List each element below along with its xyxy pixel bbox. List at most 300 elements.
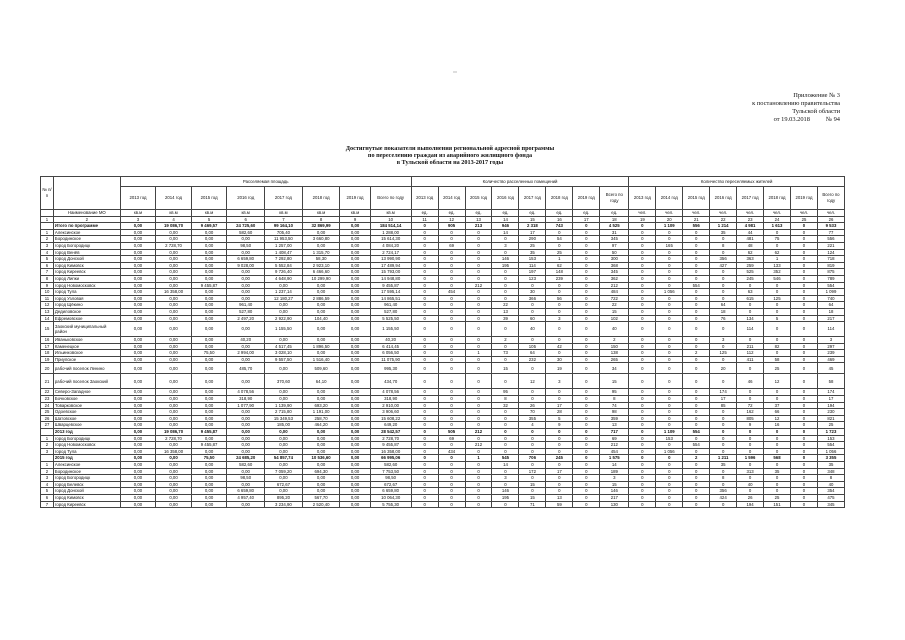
value-cell: 0 (710, 409, 737, 416)
unit-label: чел. (656, 210, 683, 217)
value-cell: 0,00 (191, 494, 227, 501)
value-cell: 0 (683, 363, 710, 374)
value-cell: 1 723 (817, 429, 844, 436)
value-cell: 0 (656, 442, 683, 449)
value-cell: 0 (737, 442, 764, 449)
value-cell: 0 (737, 488, 764, 495)
value-cell: 0 (438, 229, 465, 236)
value-cell: 114 (519, 262, 546, 269)
table-row (41, 337, 845, 344)
value-cell: 0 (683, 389, 710, 396)
value-cell: 0 (411, 282, 438, 289)
value-cell: 582,60 (370, 462, 411, 469)
table-row (41, 481, 845, 488)
value-cell: 69 (438, 242, 465, 249)
value-cell: 13 (600, 422, 629, 429)
indicators-table (40, 176, 845, 508)
value-cell: 318,90 (227, 396, 265, 403)
value-cell: 0,00 (191, 435, 227, 442)
value-cell: 58,30 (302, 256, 340, 263)
value-cell: 0,00 (191, 256, 227, 263)
value-cell: 112 (737, 350, 764, 357)
value-cell: 0,00 (156, 481, 192, 488)
value-cell: 366 (519, 295, 546, 302)
value-cell: 0 (764, 242, 791, 249)
value-cell: 0 (790, 409, 817, 416)
value-cell: 0 (629, 468, 656, 475)
value-cell: 0 (737, 363, 764, 374)
value-cell: 0 (790, 356, 817, 363)
value-cell: 1 613 (764, 223, 791, 230)
value-cell: 0,00 (156, 442, 192, 449)
value-cell: 0,00 (191, 409, 227, 416)
value-cell: 481 (737, 236, 764, 243)
value-cell: 0 (492, 282, 519, 289)
value-cell: 0,00 (120, 363, 156, 374)
row-number: 1 (41, 435, 54, 442)
value-cell: 0,00 (340, 481, 370, 488)
value-cell: 0 (492, 295, 519, 302)
value-cell: 0,00 (302, 448, 340, 455)
value-cell: 0 (573, 282, 600, 289)
value-cell: 0 (546, 308, 573, 315)
row-number: 8 (41, 275, 54, 282)
value-cell: 0,00 (156, 374, 192, 389)
value-cell: 2 497,20 (227, 315, 265, 322)
row-number: 11 (41, 295, 54, 302)
value-cell: 0 (710, 415, 737, 422)
municipality-name: 2013 год (53, 429, 120, 436)
value-cell: 672,67 (265, 481, 303, 488)
value-cell: 25 (764, 494, 791, 501)
value-cell: 32 (492, 402, 519, 409)
value-cell: 0 (465, 363, 492, 374)
value-cell: 0 (737, 302, 764, 309)
value-cell: 0,00 (120, 402, 156, 409)
value-cell: 427 (710, 262, 737, 269)
value-cell: 0 (411, 363, 438, 374)
value-cell: 0 (465, 236, 492, 243)
table-body (41, 223, 845, 508)
value-cell: 0,00 (156, 475, 192, 482)
value-cell: 0 (656, 350, 683, 357)
appendix-line1: Приложение № 3 (793, 92, 840, 99)
value-cell: 64 (817, 302, 844, 309)
row-number: 17 (41, 343, 54, 350)
value-cell: 4 517,45 (265, 343, 303, 350)
municipality-name: город Богородицк (53, 242, 120, 249)
value-cell: 0,00 (120, 315, 156, 322)
value-cell: 2 923,10 (302, 262, 340, 269)
value-cell: 0 (438, 295, 465, 302)
value-cell: 0 (438, 422, 465, 429)
column-number: 10 (370, 216, 411, 223)
value-cell: 0,00 (191, 389, 227, 396)
value-cell: 0 (411, 448, 438, 455)
value-cell: 0 (438, 468, 465, 475)
table-row (41, 409, 845, 416)
value-cell: 0 (411, 229, 438, 236)
value-cell: 0 (573, 415, 600, 422)
table-row (41, 295, 845, 302)
value-cell: 0,00 (227, 322, 265, 337)
value-cell: 58 (764, 356, 791, 363)
value-cell: 0 (411, 481, 438, 488)
value-cell: 15 (492, 363, 519, 374)
top-mark: "" (453, 72, 458, 77)
value-cell: 8 (710, 475, 737, 482)
value-cell: 2 (683, 350, 710, 357)
unit-label: кв.м (227, 210, 265, 217)
value-cell: 0 (465, 289, 492, 296)
row-number: 3 (41, 475, 54, 482)
value-cell: 37 (764, 402, 791, 409)
value-cell: 9 455,87 (191, 282, 227, 289)
value-cell: 582,60 (227, 229, 265, 236)
value-cell: 0,00 (156, 468, 192, 475)
value-cell: 16 358,00 (370, 448, 411, 455)
value-cell: 527,80 (370, 308, 411, 315)
value-cell: 0 (465, 256, 492, 263)
value-cell: 1 (465, 350, 492, 357)
value-cell: 0 (438, 481, 465, 488)
value-cell: 370,60 (265, 374, 303, 389)
value-cell: 0 (546, 322, 573, 337)
value-cell: 4 078,56 (370, 389, 411, 396)
value-cell: 1 408,47 (265, 249, 303, 256)
value-cell: 0,00 (191, 374, 227, 389)
value-cell: 230 (817, 409, 844, 416)
value-cell: 0 (438, 415, 465, 422)
value-cell: 19 (546, 363, 573, 374)
value-cell: 2 318 (519, 223, 546, 230)
value-cell: 0 (519, 442, 546, 449)
value-cell: 22 (492, 302, 519, 309)
value-cell: 0 (546, 429, 573, 436)
value-cell: 58 (817, 374, 844, 389)
value-cell: 184 514,14 (370, 223, 411, 230)
value-cell: 0 (465, 322, 492, 337)
value-cell: 0 (710, 275, 737, 282)
value-cell: 0 (683, 488, 710, 495)
value-cell: 0,00 (302, 475, 340, 482)
row-number: 16 (41, 337, 54, 344)
value-cell: 694,30 (302, 468, 340, 475)
value-cell: 72 (737, 402, 764, 409)
value-cell: 123 (519, 275, 546, 282)
value-cell: 0,00 (120, 356, 156, 363)
value-cell: 345 (600, 269, 629, 276)
value-cell: 0 (683, 396, 710, 403)
value-cell: 40 (817, 481, 844, 488)
table-row (41, 494, 845, 501)
value-cell: 24 725,60 (227, 223, 265, 230)
value-cell: 0 (546, 337, 573, 344)
value-cell: 0 (573, 488, 600, 495)
value-cell: 15 (600, 374, 629, 389)
header-year: Всего по году (600, 187, 629, 210)
value-cell: 0 (683, 415, 710, 422)
value-cell: 0,00 (120, 488, 156, 495)
value-cell: 0,00 (120, 262, 156, 269)
value-cell: 0 (519, 337, 546, 344)
value-cell: 0 (629, 337, 656, 344)
value-cell: 1 211 (710, 455, 737, 462)
value-cell: 0 (737, 462, 764, 469)
value-cell: 0 (465, 409, 492, 416)
value-cell: 0,00 (191, 363, 227, 374)
row-number: 14 (41, 315, 54, 322)
value-cell: 0 (683, 422, 710, 429)
value-cell: 0 (492, 442, 519, 449)
value-cell: 14 (492, 229, 519, 236)
value-cell: 30 (546, 356, 573, 363)
value-cell: 0,00 (156, 389, 192, 396)
value-cell: 0,00 (302, 229, 340, 236)
value-cell: 16 358,00 (156, 448, 192, 455)
value-cell: 0,00 (227, 295, 265, 302)
value-cell: 0,00 (120, 322, 156, 337)
value-cell: 2 (600, 337, 629, 344)
column-number: 18 (600, 216, 629, 223)
municipality-name: город Венёв (53, 249, 120, 256)
value-cell: 0 (656, 389, 683, 396)
value-cell: 0 (683, 308, 710, 315)
value-cell: 300 (600, 256, 629, 263)
value-cell: 0 (790, 315, 817, 322)
value-cell: 0,00 (340, 455, 370, 462)
row-number: 6 (41, 262, 54, 269)
unit-label: ед. (573, 210, 600, 217)
table-row (41, 488, 845, 495)
value-cell: 0,00 (302, 429, 340, 436)
column-number: 15 (519, 216, 546, 223)
value-cell: 0,00 (120, 409, 156, 416)
value-cell: 0 (629, 308, 656, 315)
value-cell: 0 (764, 337, 791, 344)
table-row (41, 322, 845, 337)
table-row (41, 275, 845, 282)
value-cell: 0 (411, 455, 438, 462)
value-cell: 0 (411, 275, 438, 282)
value-cell: 0 (492, 289, 519, 296)
value-cell: 15 (519, 481, 546, 488)
value-cell: 0 (790, 282, 817, 289)
value-cell: 0 (438, 337, 465, 344)
value-cell: 0,00 (191, 343, 227, 350)
value-cell: 0,00 (340, 462, 370, 469)
value-cell: 0 (656, 275, 683, 282)
value-cell: 0,00 (340, 389, 370, 396)
header-year: Всего по году (370, 187, 411, 210)
value-cell: 0 (656, 315, 683, 322)
value-cell: 0 (546, 475, 573, 482)
value-cell: 0,00 (156, 337, 192, 344)
value-cell: 15 (600, 481, 629, 488)
appendix-line3: Тульской области (792, 108, 840, 115)
value-cell: 5 (764, 315, 791, 322)
value-cell: 40,20 (370, 337, 411, 344)
value-cell: 961,40 (227, 302, 265, 309)
value-cell: 0 (629, 275, 656, 282)
value-cell: 14 948,80 (370, 275, 411, 282)
value-cell: 0 (411, 337, 438, 344)
header-num: № п/ п (41, 177, 54, 210)
value-cell: 464,20 (302, 422, 340, 429)
value-cell: 0,00 (156, 402, 192, 409)
value-cell: 0 (790, 481, 817, 488)
column-number: 2 (53, 216, 120, 223)
value-cell: 146 (600, 488, 629, 495)
value-cell: 0,00 (302, 462, 340, 469)
value-cell: 0 (710, 343, 737, 350)
value-cell: 0 (438, 269, 465, 276)
value-cell: 245 (737, 275, 764, 282)
value-cell: 0 (629, 448, 656, 455)
value-cell: 0,00 (340, 223, 370, 230)
municipality-name: Товарковское (53, 402, 120, 409)
value-cell: 0,00 (302, 481, 340, 488)
value-cell: 0,00 (191, 295, 227, 302)
value-cell: 0 (438, 282, 465, 289)
value-cell: 0 (573, 442, 600, 449)
value-cell: 133 (764, 262, 791, 269)
value-cell: 25 (546, 249, 573, 256)
title-line1: Достигнутые показатели выполнения региональной адресной программы (345, 145, 555, 152)
value-cell: 12 (764, 374, 791, 389)
value-cell: 99 164,10 (265, 223, 303, 230)
value-cell: 0 (790, 302, 817, 309)
value-cell: 8 (817, 475, 844, 482)
value-cell: 0 (573, 389, 600, 396)
value-cell: 0 (656, 475, 683, 482)
value-cell: 0,00 (227, 282, 265, 289)
value-cell: 146 (492, 256, 519, 263)
value-cell: 0 (492, 249, 519, 256)
table-row (41, 448, 845, 455)
value-cell: 75,50 (191, 350, 227, 357)
value-cell: 40,20 (227, 337, 265, 344)
value-cell: 0,00 (120, 223, 156, 230)
row-number: 3 (41, 448, 54, 455)
value-cell: 356 (710, 488, 737, 495)
value-cell: 0 (710, 236, 737, 243)
value-cell: 717 (600, 429, 629, 436)
value-cell: 54 (546, 236, 573, 243)
value-cell: 0,00 (340, 295, 370, 302)
value-cell: 4 078,56 (227, 389, 265, 396)
row-number: 21 (41, 374, 54, 389)
row-number: 25 (41, 409, 54, 416)
value-cell: 0 (656, 415, 683, 422)
value-cell: 545 (492, 455, 519, 462)
value-cell: 0 (764, 448, 791, 455)
value-cell: 0 (411, 223, 438, 230)
value-cell: 0 (465, 269, 492, 276)
value-cell: 0 (656, 363, 683, 374)
value-cell: 59 (546, 501, 573, 508)
value-cell: 0 (465, 229, 492, 236)
value-cell: 2 (492, 337, 519, 344)
row-number: 5 (41, 488, 54, 495)
value-cell: 0,00 (120, 448, 156, 455)
column-number: 9 (340, 216, 370, 223)
value-cell: 0,00 (191, 481, 227, 488)
value-cell: 25 (519, 242, 546, 249)
value-cell: 0 (656, 295, 683, 302)
municipality-name: Ефремовское (53, 315, 120, 322)
value-cell: 9 557,50 (265, 356, 303, 363)
value-cell: 114 (817, 322, 844, 337)
value-cell: 0 (737, 429, 764, 436)
value-cell: 5 552,84 (265, 262, 303, 269)
value-cell: 28 542,57 (370, 429, 411, 436)
value-cell: 0,00 (340, 229, 370, 236)
value-cell: 2 886,59 (302, 295, 340, 302)
value-cell: 0 (438, 455, 465, 462)
municipality-name: город Киреевск (53, 269, 120, 276)
value-cell: 0,00 (227, 356, 265, 363)
municipality-name: город Киреевск (53, 501, 120, 508)
value-cell: 0 (438, 350, 465, 357)
value-cell: 0 (573, 242, 600, 249)
value-cell: 97 (600, 242, 629, 249)
value-cell: 485,70 (227, 363, 265, 374)
value-cell: 0 (710, 442, 737, 449)
value-cell: 0,00 (120, 229, 156, 236)
value-cell: 0 (438, 322, 465, 337)
value-cell: 0,00 (191, 308, 227, 315)
municipality-name: 2015 год (53, 455, 120, 462)
municipality-name: город Тула (53, 289, 120, 296)
value-cell: 17 (546, 402, 573, 409)
value-cell: 125 (764, 295, 791, 302)
value-cell: 0 (546, 435, 573, 442)
value-cell: 15 793,00 (370, 269, 411, 276)
value-cell: 0,00 (265, 462, 303, 469)
value-cell: 318,90 (370, 396, 411, 403)
value-cell: 0,00 (156, 229, 192, 236)
value-cell: 0 (710, 468, 737, 475)
value-cell: 11 075,90 (370, 356, 411, 363)
value-cell: 2 724,17 (370, 249, 411, 256)
value-cell: 0 (629, 343, 656, 350)
value-cell: 1 (764, 256, 791, 263)
municipality-name: Одоевское (53, 409, 120, 416)
value-cell: 0 (710, 448, 737, 455)
value-cell: 0 (465, 249, 492, 256)
municipality-name: Бочковское (53, 396, 120, 403)
appendix-line2: к постановлению правительства (752, 100, 840, 107)
table-row (41, 302, 845, 309)
value-cell: 0 (465, 389, 492, 396)
municipality-name: город Донской (53, 488, 120, 495)
value-cell: 0 (710, 435, 737, 442)
municipality-name: рабочий поселок Ленино (53, 363, 120, 374)
value-cell: 0 (764, 435, 791, 442)
value-cell: 19 086,70 (156, 429, 192, 436)
value-cell: 0 (465, 468, 492, 475)
value-cell: 56 (546, 295, 573, 302)
row-number: 23 (41, 396, 54, 403)
value-cell: 0 (683, 289, 710, 296)
value-cell: 0 (519, 302, 546, 309)
value-cell: 3 (546, 374, 573, 389)
value-cell: 0 (573, 422, 600, 429)
value-cell: 98,50 (227, 475, 265, 482)
value-cell: 7 059,20 (265, 468, 303, 475)
municipality-name: рабочий поселок Заокский (53, 374, 120, 389)
